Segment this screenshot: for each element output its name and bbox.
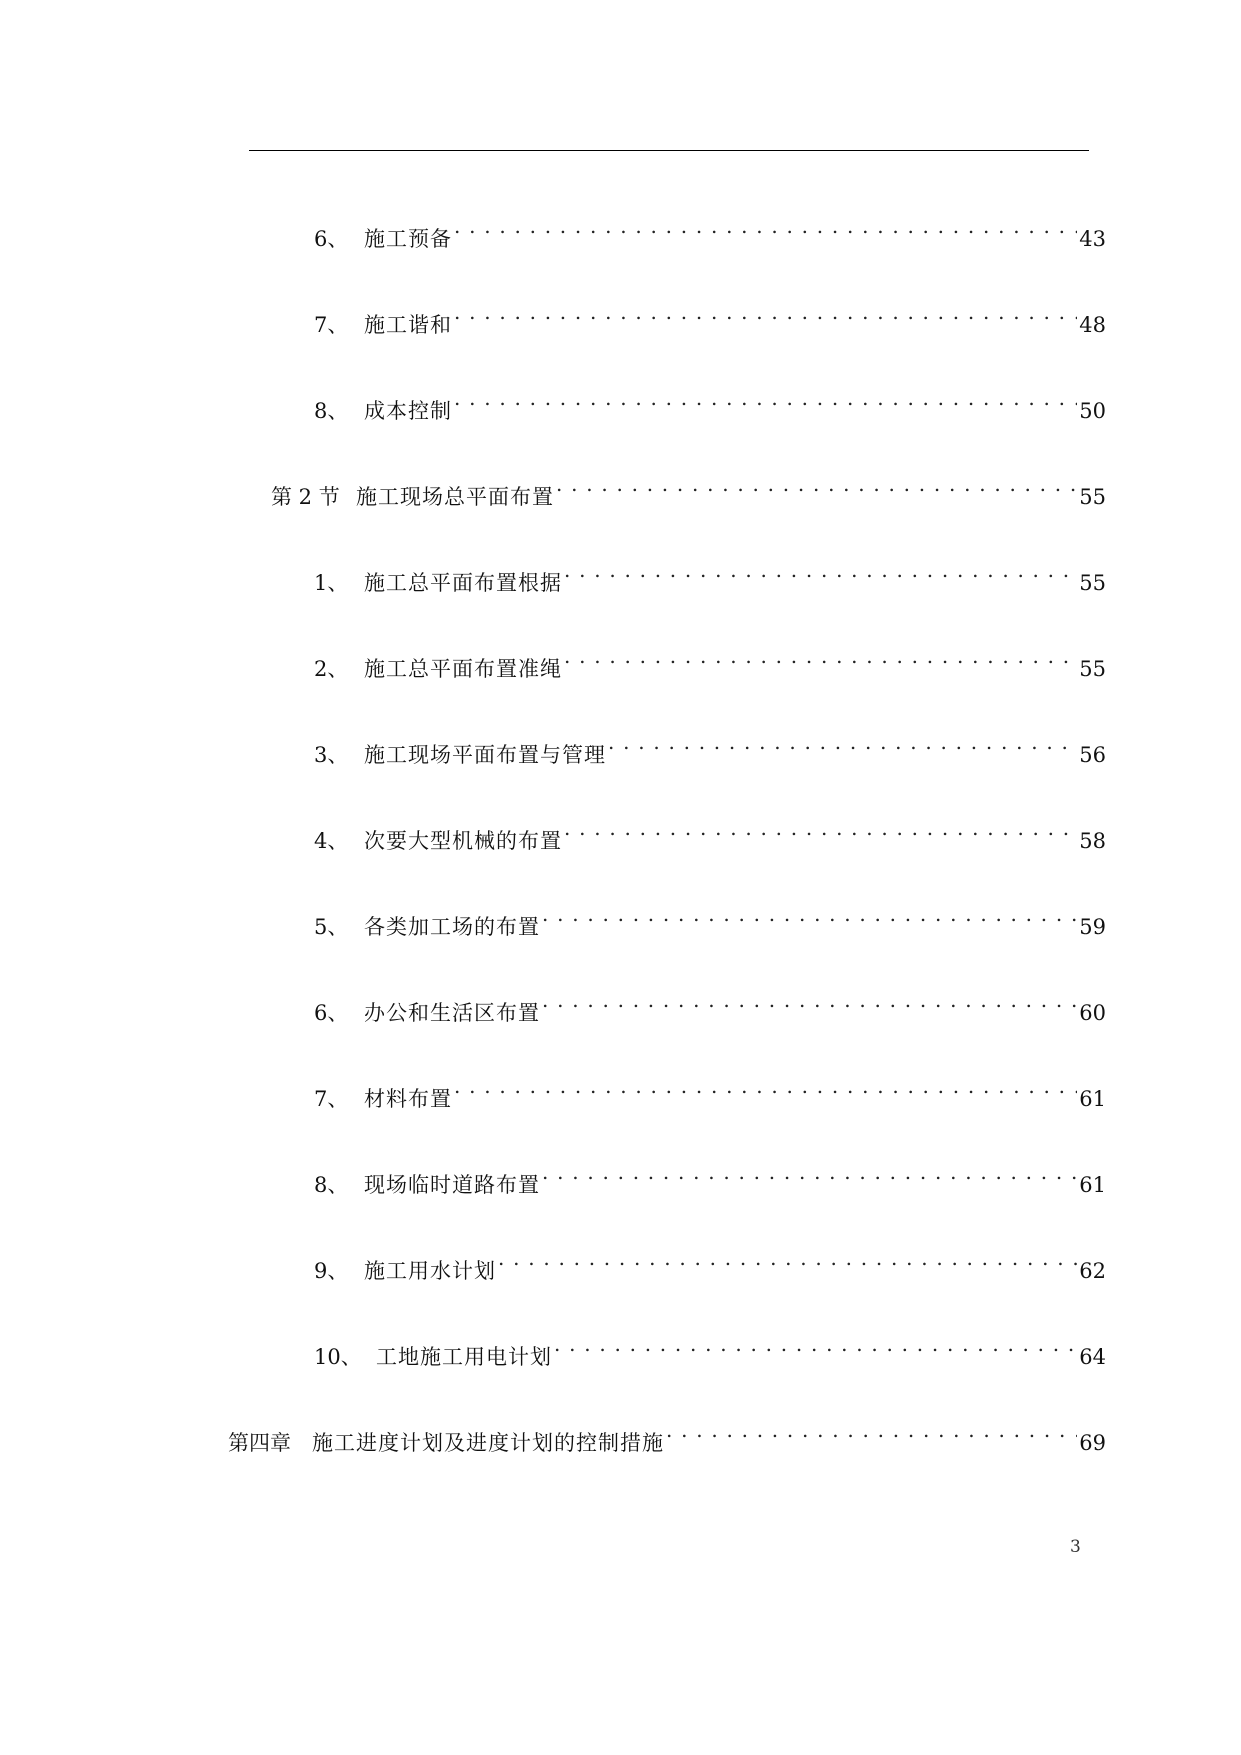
toc-entry-number: 9、	[314, 1259, 349, 1283]
toc-entry-title: 施工总平面布置根据	[364, 571, 562, 595]
toc-entry[interactable]	[314, 206, 1106, 251]
toc-entry-number: 10、	[314, 1345, 362, 1369]
toc-entry-title: 现场临时道路布置	[364, 1173, 540, 1197]
toc-entry-page: 61	[1079, 1087, 1106, 1111]
toc-dot-leader	[454, 292, 1077, 332]
toc-entry[interactable]	[314, 292, 1106, 337]
toc-entry-section[interactable]	[271, 464, 1106, 509]
header-rule	[249, 150, 1089, 151]
toc-entry[interactable]	[314, 636, 1106, 681]
toc-entry-page: 55	[1079, 657, 1106, 681]
toc-dot-leader	[556, 464, 1077, 504]
toc-entry-page: 64	[1079, 1345, 1106, 1369]
toc-entry-title: 施工进度计划及进度计划的控制措施	[312, 1431, 664, 1455]
toc-entry[interactable]	[314, 1066, 1106, 1111]
toc-entry[interactable]	[314, 1238, 1106, 1283]
toc-entry-title: 次要大型机械的布置	[364, 829, 562, 853]
toc-entry-page: 48	[1079, 313, 1106, 337]
toc-dot-leader	[542, 894, 1077, 934]
toc-entry-page: 62	[1079, 1259, 1106, 1283]
toc-entry-number: 第四章	[228, 1431, 291, 1455]
toc-dot-leader	[454, 1066, 1077, 1106]
toc-entry-page: 55	[1079, 485, 1106, 509]
toc-dot-leader	[564, 636, 1077, 676]
toc-dot-leader	[542, 980, 1077, 1020]
toc-entry[interactable]	[314, 894, 1106, 939]
toc-entry-number: 6、	[314, 227, 349, 251]
toc-entry[interactable]	[314, 550, 1106, 595]
toc-entry-page: 58	[1079, 829, 1106, 853]
toc-entry-number: 8、	[314, 399, 349, 423]
toc-entry-title: 施工预备	[364, 227, 452, 251]
toc-entry-page: 59	[1079, 915, 1106, 939]
toc-entry-chapter[interactable]	[228, 1410, 1106, 1455]
toc-entry-number: 5、	[314, 915, 349, 939]
toc-entry-number: 7、	[314, 313, 349, 337]
toc-dot-leader	[454, 378, 1077, 418]
toc-dot-leader	[608, 722, 1077, 762]
toc-entry[interactable]	[314, 378, 1106, 423]
toc-entry-title: 施工用水计划	[364, 1259, 496, 1283]
toc-entry[interactable]	[314, 980, 1106, 1025]
toc-entry-number: 2、	[314, 657, 349, 681]
page-number: 3	[1070, 1537, 1081, 1557]
toc-entry[interactable]	[314, 808, 1106, 853]
toc-entry-number: 1、	[314, 571, 349, 595]
toc-entry-title: 施工现场平面布置与管理	[364, 743, 606, 767]
toc-entry[interactable]	[314, 1324, 1106, 1369]
toc-entry-page: 69	[1079, 1431, 1106, 1455]
toc-entry-title: 施工现场总平面布置	[356, 485, 554, 509]
toc-entry-page: 56	[1079, 743, 1106, 767]
toc-entry-title: 办公和生活区布置	[364, 1001, 540, 1025]
toc-entry-title: 成本控制	[364, 399, 452, 423]
toc-entry-page: 60	[1079, 1001, 1106, 1025]
toc-dot-leader	[564, 808, 1077, 848]
toc-entry-title: 施工总平面布置准绳	[364, 657, 562, 681]
toc-entry-title: 工地施工用电计划	[376, 1345, 552, 1369]
toc-dot-leader	[454, 206, 1077, 246]
toc-entry-number: 4、	[314, 829, 349, 853]
toc-entry-title: 各类加工场的布置	[364, 915, 540, 939]
toc-dot-leader	[666, 1410, 1077, 1450]
toc-dot-leader	[498, 1238, 1077, 1278]
toc-dot-leader	[542, 1152, 1077, 1192]
toc-entry[interactable]	[314, 722, 1106, 767]
toc-entry-page: 61	[1079, 1173, 1106, 1197]
toc-entry-title: 材料布置	[364, 1087, 452, 1111]
toc-entry-number: 7、	[314, 1087, 349, 1111]
toc-dot-leader	[554, 1324, 1077, 1364]
toc-entry-page: 43	[1079, 227, 1106, 251]
toc-entry[interactable]	[314, 1152, 1106, 1197]
toc-entry-page: 55	[1079, 571, 1106, 595]
toc-entry-number: 第 2 节	[271, 485, 340, 509]
toc-entry-title: 施工谐和	[364, 313, 452, 337]
toc-entry-page: 50	[1079, 399, 1106, 423]
toc-entry-number: 6、	[314, 1001, 349, 1025]
toc-entry-number: 3、	[314, 743, 349, 767]
toc-entry-number: 8、	[314, 1173, 349, 1197]
toc-dot-leader	[564, 550, 1077, 590]
